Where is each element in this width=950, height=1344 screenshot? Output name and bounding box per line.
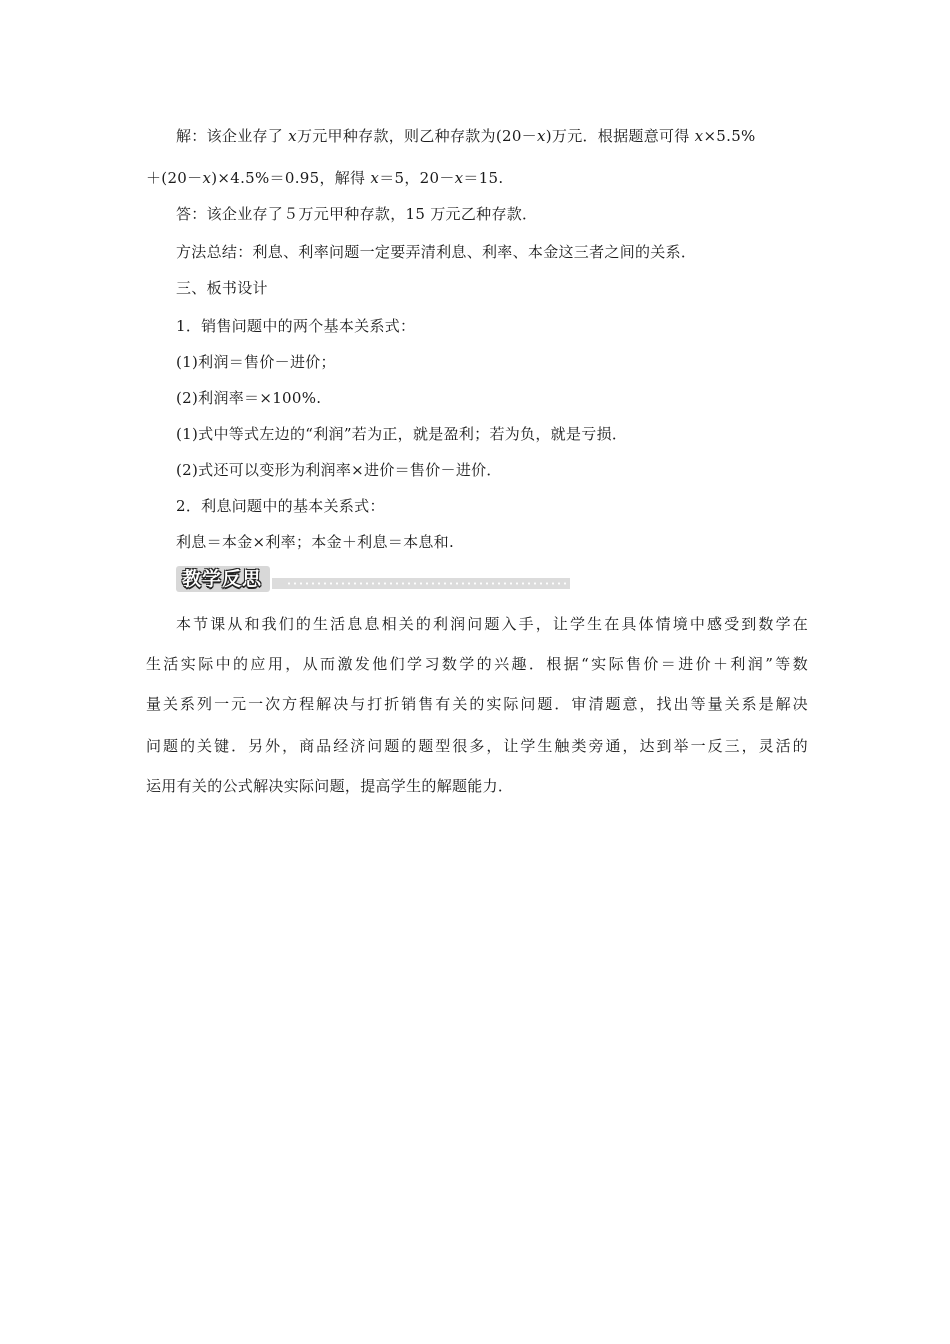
reflection-banner-title: 教学反思 [176, 566, 270, 592]
answer-line: 答：该企业存了５万元甲种存款，15 万元乙种存款． [176, 205, 538, 223]
board-item: 1．销售问题中的两个基本关系式： [176, 317, 416, 335]
board-item: (1)式中等式左边的“利润”若为正，就是盈利；若为负，就是亏损． [176, 425, 628, 443]
board-item: 2．利息问题中的基本关系式： [176, 497, 385, 515]
reflection-line: 生活实际中的应用，从而激发他们学习数学的兴趣．根据“实际售价＝进价＋利润”等数 [146, 655, 808, 673]
text-fragment: ＋(20－ [146, 169, 203, 187]
solution-line-2 [146, 168, 808, 188]
variable-x: x [370, 169, 380, 187]
text-fragment: ×5.5% [703, 127, 756, 145]
reflection-line: 本节课从和我们的生活息息相关的利润问题入手，让学生在具体情境中感受到数学在 [176, 615, 808, 633]
board-item: (1)利润＝售价－进价； [176, 353, 336, 371]
variable-x: x [288, 127, 297, 145]
board-heading: 三、板书设计 [176, 279, 268, 297]
board-item: (2)式还可以变形为利润率×进价＝售价－进价． [176, 461, 502, 479]
variable-x: x [454, 169, 464, 187]
reflection-line: 量关系列一元一次方程解决与打折销售有关的实际问题．审清题意，找出等量关系是解决 [146, 695, 808, 713]
board-item: (2)利润率＝×100%. [176, 389, 322, 407]
text-fragment: ＝15. [463, 169, 504, 187]
method-summary: 方法总结：利息、利率问题一定要弄清利息、利率、本金这三者之间的关系． [176, 243, 697, 261]
reflection-banner [176, 566, 570, 592]
text-fragment: 解：该企业存了 [176, 127, 289, 145]
variable-x: x [694, 127, 704, 145]
text-fragment: ＝5，20－ [379, 169, 455, 187]
text-fragment: )万元．根据题意可得 [545, 127, 695, 145]
banner-dots [286, 582, 566, 585]
text-fragment: 万元甲种存款，则乙种存款为(20－ [296, 127, 537, 145]
variable-x: x [202, 169, 212, 187]
solution-line-1 [176, 126, 838, 146]
variable-x: x [536, 127, 546, 145]
reflection-line: 运用有关的公式解决实际问题，提高学生的解题能力． [146, 777, 514, 795]
reflection-line: 问题的关键．另外，商品经济问题的题型很多，让学生触类旁通，达到举一反三，灵活的 [146, 737, 808, 755]
text-fragment: )×4.5%＝0.95，解得 [211, 169, 371, 187]
board-item: 利息＝本金×利率；本金＋利息＝本息和. [176, 533, 455, 551]
